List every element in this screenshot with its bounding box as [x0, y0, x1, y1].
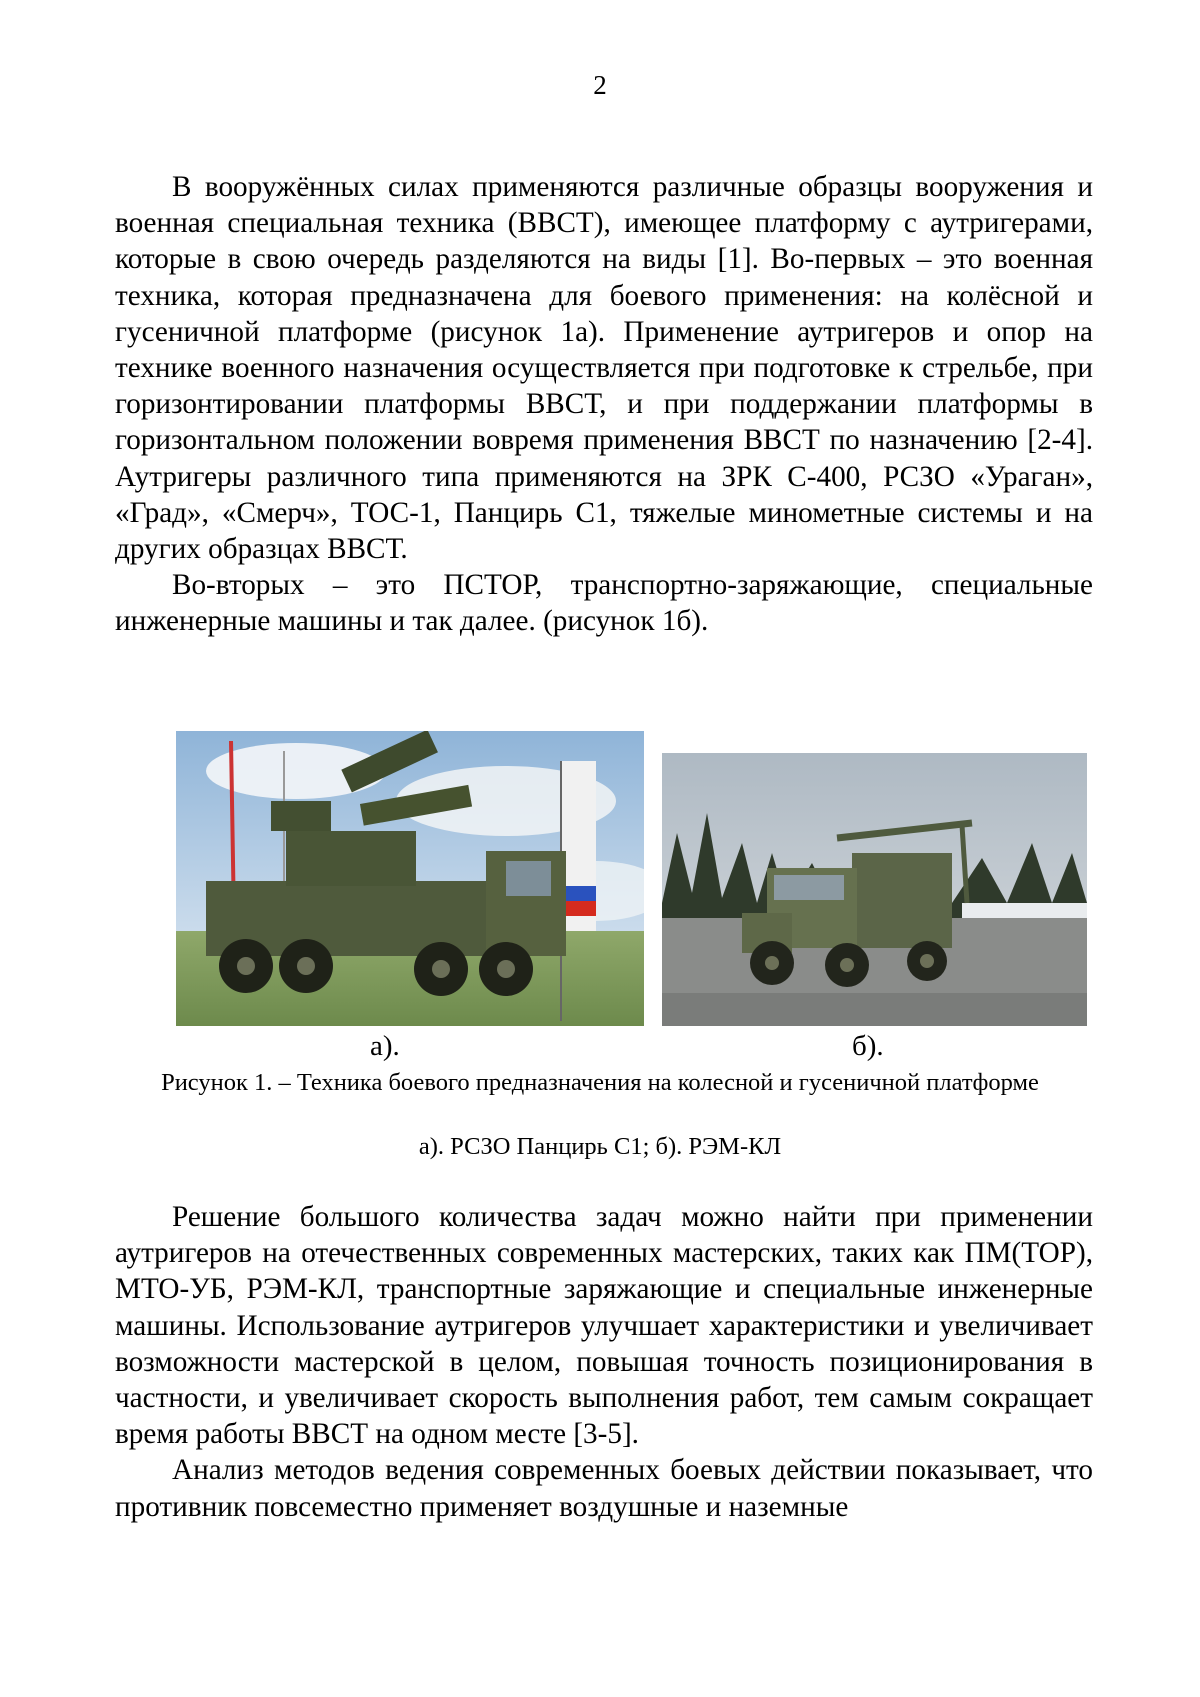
page-number: 2: [593, 70, 607, 100]
figure-label-b: б).: [852, 1030, 884, 1062]
paragraph: Анализ методов ведения современных боевых действии показывает, что противник повсеместно применяет воздушные и наземные: [115, 1454, 1093, 1523]
text-block-top: [115, 169, 1093, 640]
paragraph: Во-вторых – это ПСТОР, транспортно-заряжающие, специальные инженерные машины и так далее. (рисунок 1б).: [115, 569, 1093, 638]
figure-label-a: а).: [370, 1030, 400, 1062]
figure-caption: Рисунок 1. – Техника боевого предназначения на колесной и гусеничной платформе: [161, 1069, 1039, 1096]
paragraph: Решение большого количества задач можно найти при применении аутригеров на отечественных современных мастерских, таких как ПМ(ТОР), МТО-УБ, РЭМ-КЛ, транспортные заряжающие и специальные инженерные машины. Использование аутригеров улучшает характеристики и увеличивает возможности мастерской в целом, повышая точность позиционирования в частности, и увеличивает скорость выполнения работ, тем самым сокращает время работы ВВСТ на одном месте [3-5].: [115, 1201, 1093, 1451]
figure-image-pantsir: [176, 731, 644, 1026]
figure-caption-sublabels: а). РСЗО Панцирь С1; б). РЭМ-КЛ: [418, 1133, 782, 1160]
figure-image-rem-kl: [662, 753, 1087, 1026]
paragraph: В вооружённых силах применяются различные образцы вооружения и военная специальная техника (ВВСТ), имеющее платформу с аутригерами, которые в свою очередь разделяются на виды [1]. Во-первых – это военная техника, которая предназначена для боевого применения: на колёсной и гусеничной платформе (рисунок 1а). Применение аутригеров и опор на технике военного назначения осуществляется при подготовке к стрельбе, при горизонтировании платформы ВВСТ, и при поддержании платформы в горизонтальном положении вовремя применения ВВСТ по назначению [2-4]. Аутригеры различного типа применяются на ЗРК С-400, РСЗО «Ураган», «Град», «Смерч», ТОС-1, Панцирь С1, тяжелые минометные системы и на других образцах ВВСТ.: [115, 171, 1093, 566]
text-block-bottom: [115, 1199, 1093, 1525]
